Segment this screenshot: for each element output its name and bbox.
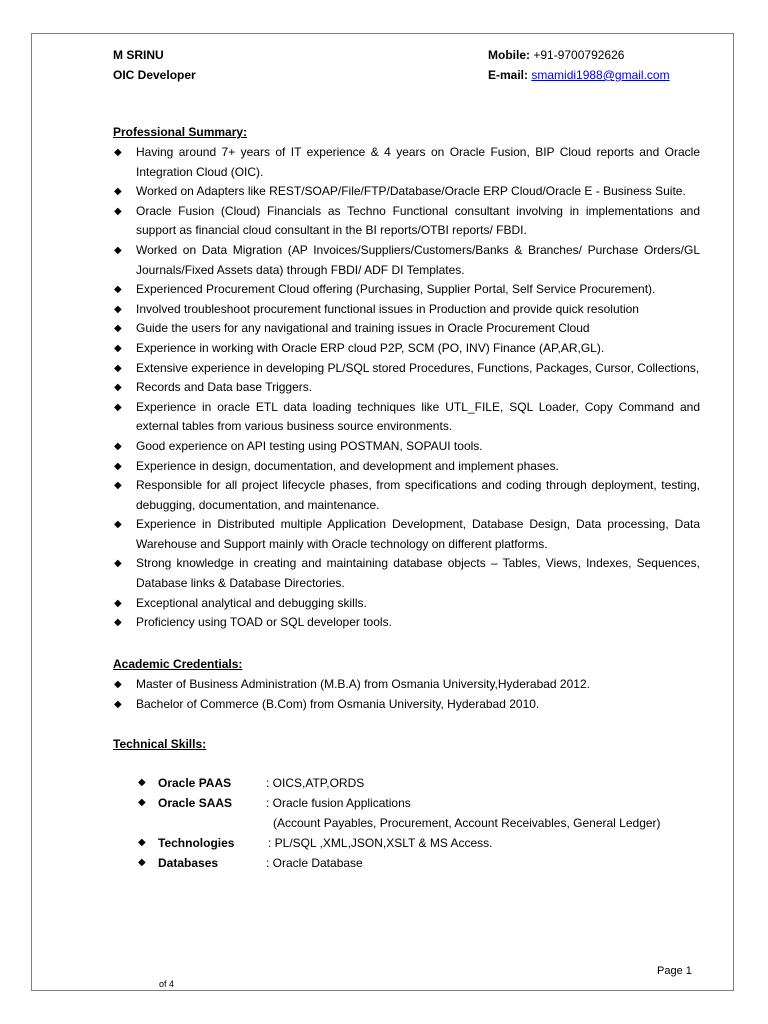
mobile-line [488, 45, 670, 65]
bullet-diamond-icon: ◆ [138, 797, 146, 808]
header-identity [113, 45, 196, 85]
professional-summary-heading: Professional Summary: [113, 125, 248, 139]
skill-value: : OICS,ATP,ORDS [266, 776, 365, 790]
summary-item: ◆ Good experience on API testing using POSTMAN, SOPAUI tools. [113, 437, 700, 457]
page-number: Page 1 [657, 965, 692, 977]
skill-label: Oracle SAAS [158, 796, 233, 810]
technical-skills-heading: Technical Skills: [113, 737, 207, 751]
bullet-diamond-icon: ◆ [138, 857, 146, 868]
summary-item: ◆ Guide the users for any navigational and training issues in Oracle Procurement Cloud [113, 319, 700, 339]
credential-item: ◆ Master of Business Administration (M.B.A) from Osmania University,Hyderabad 2012. [113, 675, 700, 695]
mobile-number: +91-9700792626 [533, 48, 625, 62]
header-contact [488, 45, 670, 85]
credential-item: ◆ Bachelor of Commerce (B.Com) from Osmania University, Hyderabad 2010. [113, 695, 700, 715]
email-line [488, 65, 670, 85]
candidate-name: M SRINU [113, 48, 164, 62]
professional-summary-list [113, 143, 700, 633]
bullet-diamond-icon: ◆ [138, 777, 146, 788]
skill-value-detail: (Account Payables, Procurement, Account Receivables, General Ledger) [273, 816, 661, 830]
skill-label: Databases [158, 856, 219, 870]
skill-value: : Oracle Database [266, 856, 363, 870]
summary-item: ◆ Exceptional analytical and debugging skills. [113, 594, 700, 614]
summary-item: ◆ Experience in design, documentation, and development and implement phases. [113, 457, 700, 477]
academic-credentials-heading: Academic Credentials: [113, 657, 243, 671]
summary-item: ◆ Involved troubleshoot procurement functional issues in Production and provide quick resolution [113, 300, 700, 320]
summary-item: ◆ Oracle Fusion (Cloud) Financials as Techno Functional consultant involving in implementations and support as financial cloud consultant in the BI reports/OTBI reports/ FBDI. [113, 202, 700, 241]
skill-value: : PL/SQL ,XML,JSON,XSLT & MS Access. [268, 836, 493, 850]
skill-value: : Oracle fusion Applications [266, 796, 411, 810]
summary-item: ◆ Worked on Data Migration (AP Invoices/Suppliers/Customers/Banks & Branches/ Purchase Orders/GL Journals/Fixed Assets data) through FBDI/ ADF DI Templates. [113, 241, 700, 280]
mobile-label: Mobile: [488, 48, 530, 62]
summary-item: ◆ Experience in working with Oracle ERP cloud P2P, SCM (PO, INV) Finance (AP,AR,GL). [113, 339, 700, 359]
summary-item: ◆ Having around 7+ years of IT experience & 4 years on Oracle Fusion, BIP Cloud reports and Oracle Integration Cloud (OIC). [113, 143, 700, 182]
summary-item: ◆ Experienced Procurement Cloud offering (Purchasing, Supplier Portal, Self Service Procurement). [113, 280, 700, 300]
summary-item: ◆ Responsible for all project lifecycle phases, from specifications and coding through deployment, testing, debugging, documentation, and maintenance. [113, 476, 700, 515]
page-total: of 4 [159, 979, 175, 989]
summary-item: ◆ Records and Data base Triggers. [113, 378, 700, 398]
summary-item: ◆ Proficiency using TOAD or SQL developer tools. [113, 613, 700, 633]
skill-label: Oracle PAAS [158, 776, 232, 790]
summary-item: ◆ Extensive experience in developing PL/SQL stored Procedures, Functions, Packages, Cursor, Collections, [113, 359, 700, 379]
summary-item: ◆ Experience in oracle ETL data loading techniques like UTL_FILE, SQL Loader, Copy Command and external tables from various business source environments. [113, 398, 700, 437]
summary-item: ◆ Experience in Distributed multiple Application Development, Database Design, Data processing, Data Warehouse and Support mainly with Oracle technology on different platforms. [113, 515, 700, 554]
candidate-role: OIC Developer [113, 68, 196, 82]
bullet-diamond-icon: ◆ [138, 837, 146, 848]
email-link[interactable]: smamidi1988@gmail.com [531, 68, 670, 82]
academic-credentials-list [113, 675, 700, 714]
summary-item: ◆ Strong knowledge in creating and maintaining database objects – Tables, Views, Indexes, Sequences, Database links & Database Directories. [113, 554, 700, 593]
email-label: E-mail: [488, 68, 529, 82]
summary-item: ◆ Worked on Adapters like REST/SOAP/File/FTP/Database/Oracle ERP Cloud/Oracle E - Business Suite. [113, 182, 700, 202]
skill-label: Technologies [158, 836, 235, 850]
